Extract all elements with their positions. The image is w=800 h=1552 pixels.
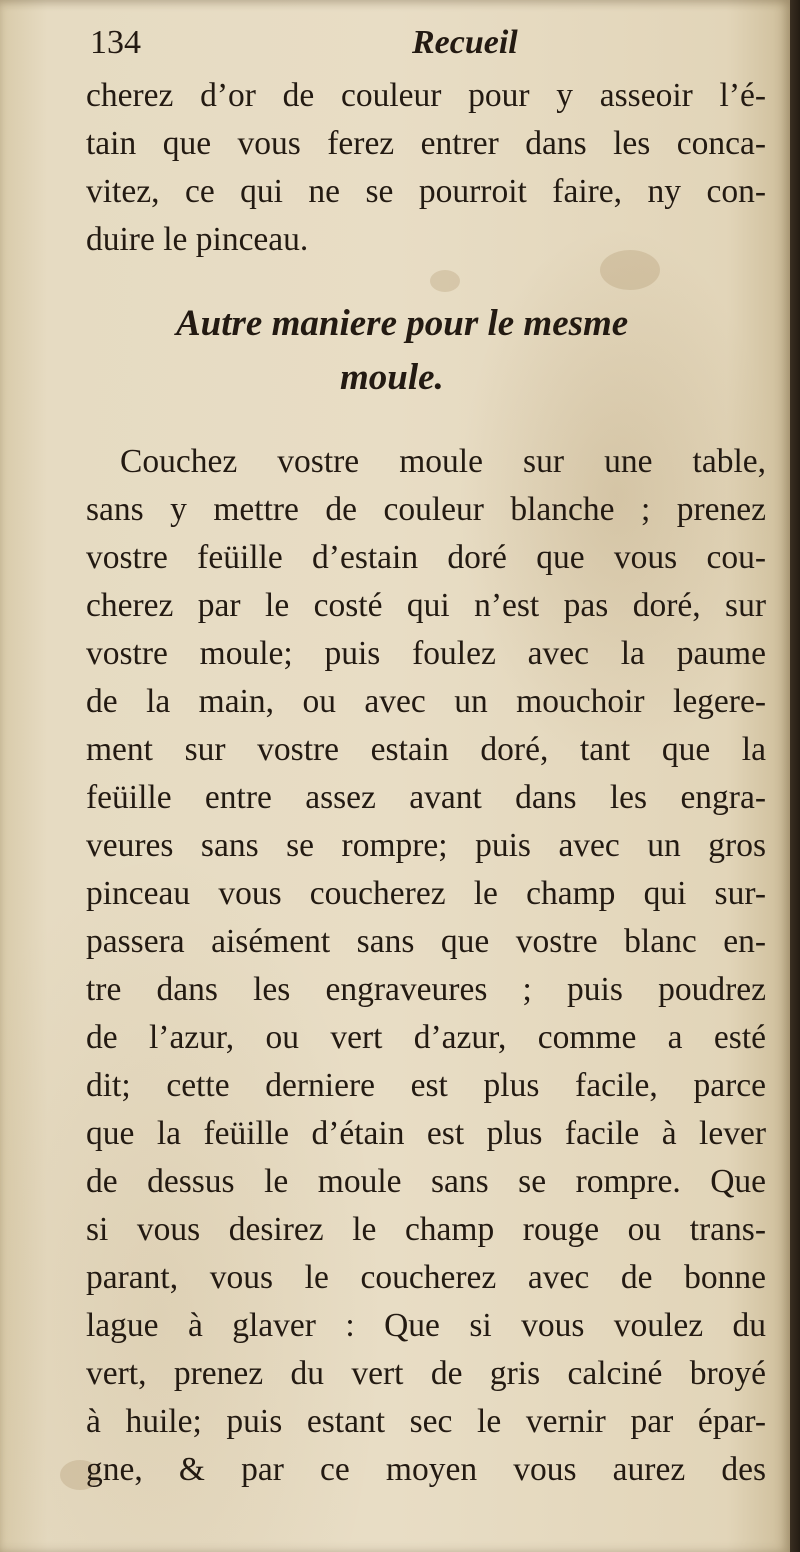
text-line: duire le pinceau. — [86, 221, 309, 258]
text-line: parant, vous le coucherez avec de bonne — [86, 1259, 766, 1296]
text-line: Couchez vostre moule sur une table, — [120, 443, 766, 480]
text-line: à huile; puis estant sec le vernir par épar- — [86, 1403, 766, 1440]
page-header — [90, 18, 750, 68]
text-line: cherez d’or de couleur pour y asseoir l’é- — [86, 77, 766, 114]
text-line: de l’azur, ou vert d’azur, comme a esté — [86, 1019, 766, 1056]
text-line: sans y mettre de couleur blanche ; prenez — [86, 491, 766, 528]
text-line: vitez, ce qui ne se pourroit faire, ny con- — [86, 173, 766, 210]
heading-line: Autre maniere pour le mesme — [176, 303, 629, 344]
running-head: Recueil — [412, 24, 518, 61]
text-line: de la main, ou avec un mouchoir legere- — [86, 683, 766, 720]
text-line: lague à glaver : Que si vous voulez du — [86, 1307, 766, 1344]
text-line: cherez par le costé qui n’est pas doré, sur — [86, 587, 766, 624]
text-line: tre dans les engraveures ; puis poudrez — [86, 971, 766, 1008]
text-line: passera aisément sans que vostre blanc en- — [86, 923, 766, 960]
text-line: veures sans se rompre; puis avec un gros — [86, 827, 766, 864]
text-line: gne, & par ce moyen vous aurez des — [86, 1451, 766, 1488]
text-line: vostre moule; puis foulez avec la paume — [86, 635, 766, 672]
page-number: 134 — [90, 24, 141, 61]
text-line: si vous desirez le champ rouge ou trans- — [86, 1211, 766, 1248]
text-line: dit; cette derniere est plus facile, parce — [86, 1067, 766, 1104]
text-line: ment sur vostre estain doré, tant que la — [86, 731, 766, 768]
text-line: que la feüille d’étain est plus facile à lever — [86, 1115, 766, 1152]
heading-line: moule. — [340, 357, 444, 398]
text-line: tain que vous ferez entrer dans les conca- — [86, 125, 766, 162]
text-line: vostre feüille d’estain doré que vous cou- — [86, 539, 766, 576]
text-line: pinceau vous coucherez le champ qui sur- — [86, 875, 766, 912]
text-line: feüille entre assez avant dans les engra- — [86, 779, 766, 816]
text-line: de dessus le moule sans se rompre. Que — [86, 1163, 766, 1200]
page-edge-shadow — [790, 0, 800, 1552]
paper-stain — [430, 270, 460, 292]
text-line: vert, prenez du vert de gris calciné broyé — [86, 1355, 766, 1392]
